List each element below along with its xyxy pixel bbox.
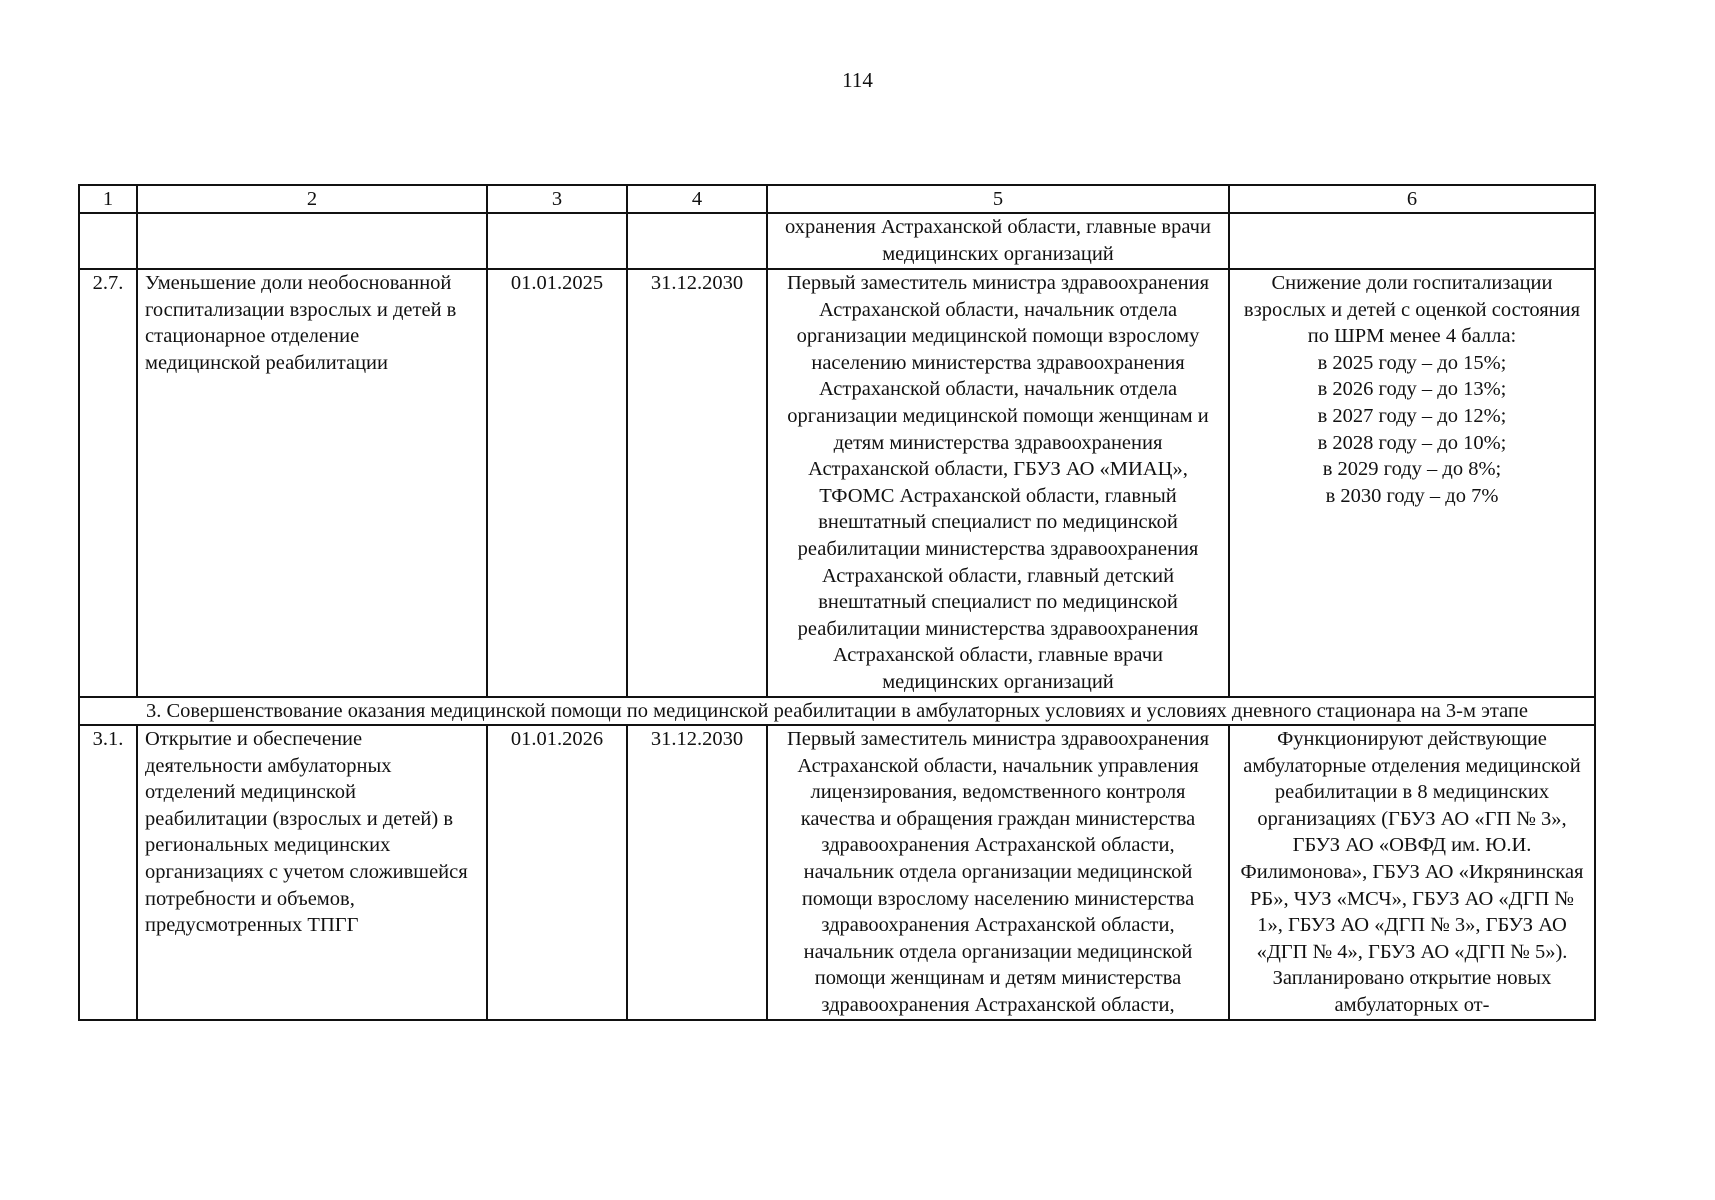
result-line-2025: в 2025 году – до 15%;: [1317, 351, 1507, 374]
table-row-2-7: [79, 269, 1595, 697]
header-col-6: 6: [1229, 185, 1595, 213]
result-line-2030: в 2030 году – до 7%: [1325, 484, 1499, 507]
start-date: 01.01.2026: [487, 725, 627, 1020]
section-title: 3. Совершенствование оказания медицинской помощи по медицинской реабилитации в амбулаторных условиях и условиях дневного стационара на 3-м этапе: [79, 697, 1595, 726]
activity-name: Открытие и обеспечение деятельности амбулаторных отделений медицинской реабилитации (взрослых и детей) в региональных медицинских организациях с учетом сложившейся потребности и объемов, предусмотренных ТПГГ: [137, 725, 487, 1020]
cont-executors-cell: охранения Астраханской области, главные врачи медицинских организаций: [767, 213, 1229, 269]
cont-end-cell: [627, 213, 767, 269]
header-col-1: 1: [79, 185, 137, 213]
end-date: 31.12.2030: [627, 725, 767, 1020]
result-line-2026: в 2026 году – до 13%;: [1317, 378, 1507, 401]
expected-result: [1229, 269, 1595, 697]
result-line-2029: в 2029 году – до 8%;: [1322, 458, 1502, 481]
plan-table: [78, 184, 1596, 1021]
result-line-2027: в 2027 году – до 12%;: [1317, 404, 1507, 427]
executors: Первый заместитель министра здравоохранения Астраханской области, начальник управления лицензирования, ведомственного контроля качества и обращения граждан министерства здравоохранения Астраханской области, начальник отдела организации медицинской помощи взрослому населению министерства здравоохранения Астраханской области, начальник отдела организации медицинской помощи женщинам и детям министерства здравоохранения Астраханской области,: [767, 725, 1229, 1020]
row-number: 2.7.: [79, 269, 137, 697]
header-col-3: 3: [487, 185, 627, 213]
executors: Первый заместитель министра здравоохранения Астраханской области, начальник отдела организации медицинской помощи взрослому населению министерства здравоохранения Астраханской области, начальник отдела организации медицинской помощи женщинам и детям министерства здравоохранения Астраханской области, ГБУЗ АО «МИАЦ», ТФОМС Астраханской области, главный внештатный специалист по медицинской реабилитации министерства здравоохранения Астраханской области, главный детский внештатный специалист по медицинской реабилитации министерства здравоохранения Астраханской области, главные врачи медицинских организаций: [767, 269, 1229, 697]
section-row-3: [79, 697, 1595, 726]
page-number: 114: [842, 68, 873, 92]
end-date: 31.12.2030: [627, 269, 767, 697]
cont-num-cell: [79, 213, 137, 269]
cont-result-cell: [1229, 213, 1595, 269]
result-line-2028: в 2028 году – до 10%;: [1317, 431, 1507, 454]
cont-name-cell: [137, 213, 487, 269]
table-header-row: [79, 185, 1595, 213]
table-row-3-1: [79, 725, 1595, 1020]
header-col-5: 5: [767, 185, 1229, 213]
header-col-4: 4: [627, 185, 767, 213]
result-intro: Снижение доли госпитализации взрослых и детей с оценкой состояния по ШРМ менее 4 балла:: [1243, 272, 1581, 348]
expected-result: Функционируют действующие амбулаторные отделения медицинской реабилитации в 8 медицинских организациях (ГБУЗ АО «ГП № 3», ГБУЗ АО «ОВФД им. Ю.И. Филимонова», ГБУЗ АО «Икрянинская РБ», ЧУЗ «МСЧ», ГБУЗ АО «ДГП № 1», ГБУЗ АО «ДГП № 3», ГБУЗ АО «ДГП № 4», ГБУЗ АО «ДГП № 5»). Запланировано открытие новых амбулаторных от-: [1229, 725, 1595, 1020]
activity-name: Уменьшение доли необоснованной госпитализации взрослых и детей в стационарное отделение медицинской реабилитации: [137, 269, 487, 697]
start-date: 01.01.2025: [487, 269, 627, 697]
row-number: 3.1.: [79, 725, 137, 1020]
header-col-2: 2: [137, 185, 487, 213]
cont-start-cell: [487, 213, 627, 269]
table-row-continuation: [79, 213, 1595, 269]
